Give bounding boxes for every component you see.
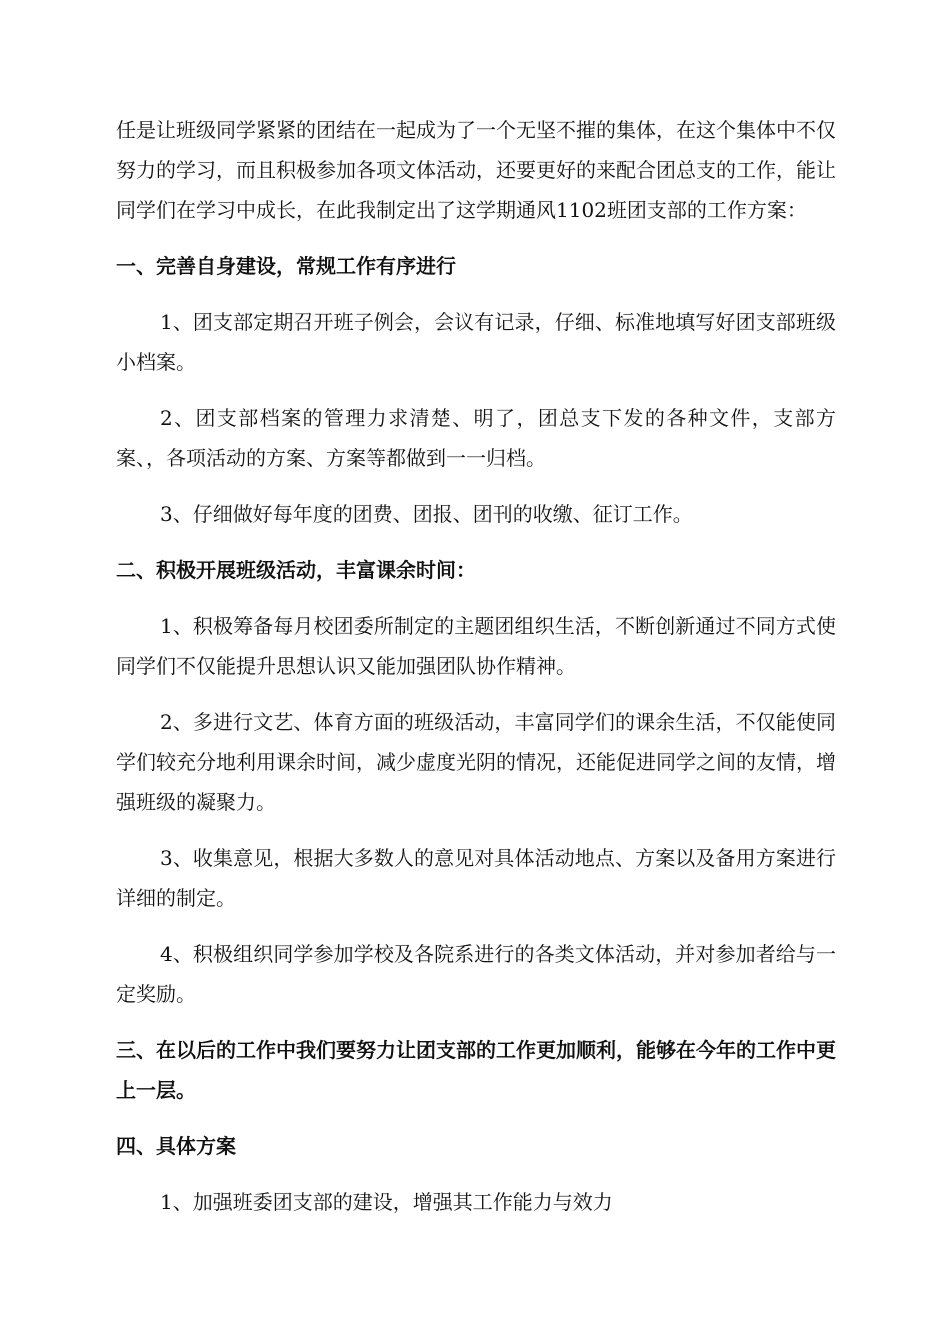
section-1-item-3: 3、仔细做好每年度的团费、团报、团刊的收缴、征订工作。 — [160, 502, 693, 526]
section-2-item-3: 3、收集意见，根据大多数人的意见对具体活动地点、方案以及备用方案进行详细的制定。 — [116, 846, 836, 910]
section-2-item-1: 1、积极筹备每月校团委所制定的主题团组织生活，不断创新通过不同方式使同学们不仅能提升思想认识又能加强团队协作精神。 — [116, 614, 836, 678]
document-page — [116, 110, 836, 1238]
section-4-item-1: 1、加强班委团支部的建设，增强其工作能力与效力 — [160, 1190, 613, 1214]
section-2-heading: 二、积极开展班级活动，丰富课余时间： — [116, 558, 476, 582]
intro-paragraph: 任是让班级同学紧紧的团结在一起成为了一个无坚不摧的集体，在这个集体中不仅努力的学习，而且积极参加各项文体活动，还要更好的来配合团总支的工作，能让同学们在学习中成长，在此我制定出了这学期通风1102班团支部的工作方案： — [116, 118, 836, 222]
section-1-heading: 一、完善自身建设，常规工作有序进行 — [116, 254, 456, 278]
section-2-item-4: 4、积极组织同学参加学校及各院系进行的各类文体活动，并对参加者给与一定奖励。 — [116, 942, 836, 1006]
section-1-item-1: 1、团支部定期召开班子例会，会议有记录，仔细、标准地填写好团支部班级小档案。 — [116, 310, 836, 374]
section-4-heading: 四、具体方案 — [116, 1134, 236, 1158]
section-3-heading: 三、在以后的工作中我们要努力让团支部的工作更加顺利，能够在今年的工作中更上一层。 — [116, 1038, 836, 1102]
section-1-item-2: 2、团支部档案的管理力求清楚、明了，团总支下发的各种文件，支部方案、，各项活动的方案、方案等都做到一一归档。 — [116, 406, 836, 470]
section-2-item-2: 2、多进行文艺、体育方面的班级活动，丰富同学们的课余生活，不仅能使同学们较充分地利用课余时间，减少虚度光阴的情况，还能促进同学之间的友情，增强班级的凝聚力。 — [116, 710, 836, 814]
